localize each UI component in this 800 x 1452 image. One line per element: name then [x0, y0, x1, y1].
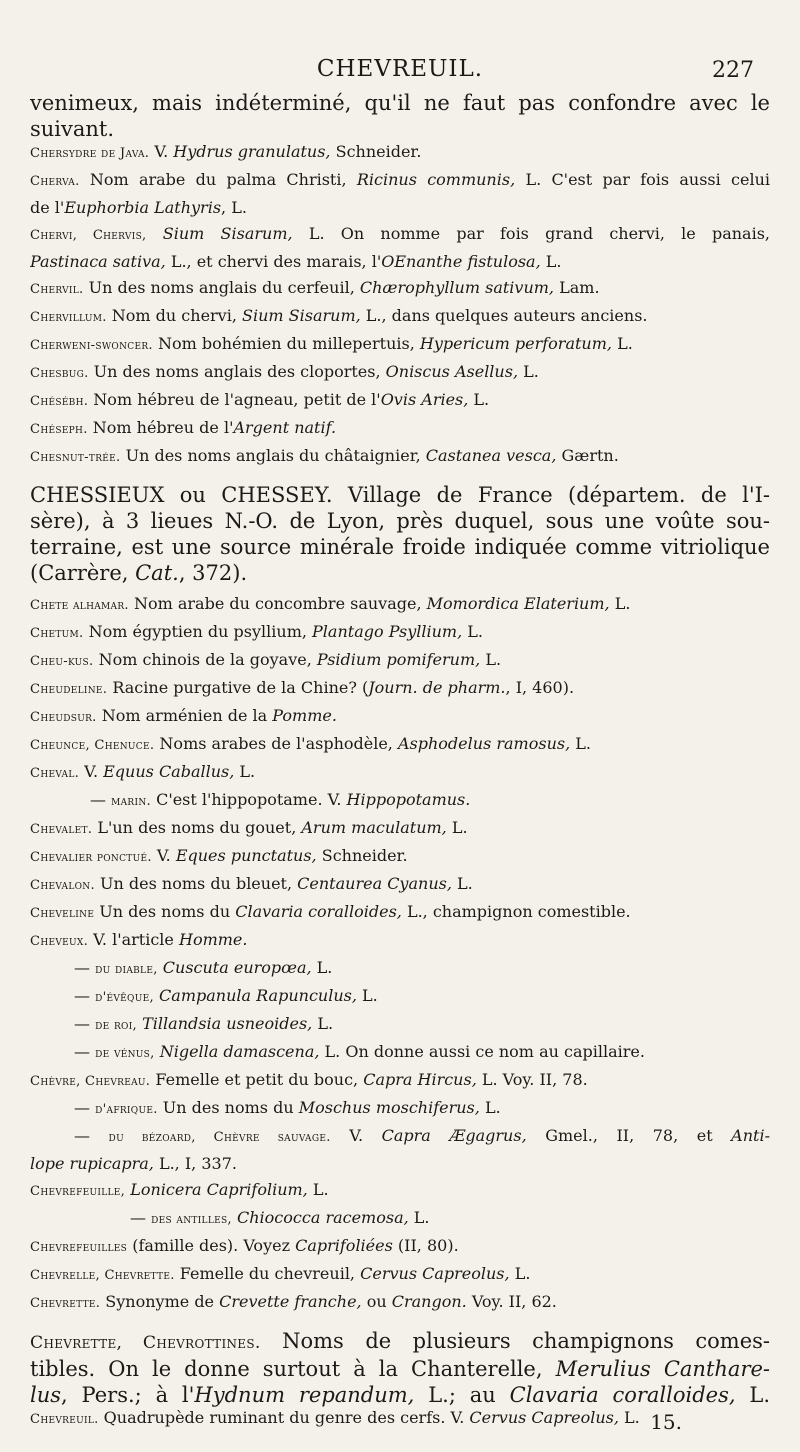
- taxon-name: Sium Sisarum,: [242, 306, 361, 325]
- taxon-name: Hydrus granulatus,: [173, 142, 331, 161]
- text-line: [30, 278, 770, 300]
- taxon-name: Campanula Rapunculus,: [159, 986, 357, 1005]
- taxon-name: Cervus Capreolus,: [360, 1264, 510, 1283]
- text-line: [30, 116, 770, 142]
- taxon-name: Capra Hircus,: [363, 1070, 477, 1089]
- text-run: Nom égyptien du psyllium,: [83, 622, 313, 641]
- entry-headword: Chevalier ponctué.: [30, 850, 152, 865]
- text-run: , 372).: [178, 561, 248, 585]
- entry-headword: Chete alhamar.: [30, 598, 129, 613]
- entry-headword: Chesbug.: [30, 366, 89, 381]
- text-line: [30, 198, 770, 218]
- taxon-name: Lonicera Caprifolium,: [130, 1180, 308, 1199]
- taxon-name: Plantago Psyllium,: [312, 622, 463, 641]
- taxon-name: Caprifoliées: [295, 1236, 393, 1255]
- text-run: L.: [462, 622, 483, 641]
- text-run: Un des noms anglais du châtaignier,: [120, 446, 426, 465]
- text-run: Un des noms du: [157, 1098, 299, 1117]
- entry-headword: Chevalon.: [30, 878, 95, 893]
- text-line: [30, 986, 770, 1008]
- taxon-name: Hippopotamus.: [346, 790, 471, 809]
- taxon-name: Psidium pomiferum,: [316, 650, 481, 669]
- text-run: L., champignon comestible.: [401, 902, 631, 921]
- taxon-name: Journ. de pharm.: [368, 678, 506, 697]
- text-run: —: [90, 790, 112, 809]
- text-run: (II, 80).: [392, 1236, 459, 1255]
- taxon-name: Ovis Aries,: [380, 390, 469, 409]
- text-line: [30, 594, 770, 616]
- entry-headword: Cheudeline.: [30, 682, 108, 697]
- text-run: Nom arménien de la: [96, 706, 273, 725]
- text-run: L.: [307, 1180, 329, 1199]
- text-line: [30, 650, 770, 672]
- text-line: [30, 622, 770, 644]
- text-run: Femelle et petit du bouc,: [150, 1070, 364, 1089]
- text-run: Femelle du chevreuil,: [174, 1264, 361, 1283]
- text-run: Nom arabe du palma Christi,: [79, 170, 357, 189]
- text-run: V.: [149, 142, 174, 161]
- taxon-name: Hydnum repandum,: [194, 1383, 415, 1407]
- entry-headword: du diable,: [95, 962, 158, 977]
- text-line: [30, 90, 770, 116]
- text-line: [30, 170, 770, 192]
- text-run: Quadrupède ruminant du genre des cerfs. V.: [98, 1408, 470, 1427]
- text-run: , Pers.; à l': [61, 1383, 195, 1407]
- text-run: Noms de plusieurs champignons comes-: [260, 1329, 770, 1353]
- taxon-name: Momordica Elaterium,: [426, 594, 610, 613]
- text-run: (famille des). Voyez: [127, 1236, 296, 1255]
- text-run: Schneider.: [330, 142, 422, 161]
- text-run: L.: [356, 986, 378, 1005]
- taxon-name: Crangon.: [391, 1292, 467, 1311]
- text-run: V.: [151, 846, 176, 865]
- text-run: Nom bohémien du millepertuis,: [152, 334, 420, 353]
- text-line: [30, 1292, 770, 1314]
- text-run: Noms arabes de l'asphodèle,: [154, 734, 398, 753]
- taxon-name: Arum maculatum,: [301, 818, 447, 837]
- text-run: L.: [570, 734, 591, 753]
- text-run: L.; au: [414, 1383, 510, 1407]
- text-run: L.: [509, 1264, 531, 1283]
- entry-headword: Chervillum.: [30, 310, 107, 325]
- entry-headword: Cherva.: [30, 174, 80, 189]
- page-header: [0, 52, 800, 88]
- taxon-name: Merulius Canthare-: [555, 1357, 770, 1381]
- text-line: [30, 846, 770, 868]
- entry-headword: Cheveux.: [30, 934, 89, 949]
- taxon-name: Centaurea Cyanus,: [297, 874, 452, 893]
- text-run: V. l'article: [88, 930, 179, 949]
- text-run: L.: [479, 1098, 501, 1117]
- text-run: —: [74, 1126, 109, 1145]
- text-run: L., et chervi des marais, l': [165, 252, 382, 271]
- taxon-name: Clavaria coralloides,: [235, 902, 402, 921]
- text-line: [30, 1264, 770, 1286]
- taxon-name: Oniscus Asellus,: [385, 362, 519, 381]
- entry-headword: de vénus,: [95, 1046, 155, 1061]
- text-run: sère), à 3 lieues N.-O. de Lyon, près duquel, sous une voûte sou-: [30, 509, 770, 533]
- entry-headword: Chevreuil.: [30, 1412, 99, 1427]
- taxon-name: Eques punctatus,: [175, 846, 317, 865]
- text-run: Voy. II, 62.: [466, 1292, 557, 1311]
- text-run: L.: [540, 252, 562, 271]
- text-line: [30, 252, 770, 272]
- text-run: —: [74, 986, 96, 1005]
- text-run: venimeux, mais indéterminé, qu'il ne faut pas confondre avec le: [30, 91, 770, 115]
- text-line: [30, 1098, 770, 1120]
- text-run: L. Voy. II, 78.: [476, 1070, 588, 1089]
- text-line: [30, 534, 770, 560]
- text-run: V.: [330, 1126, 382, 1145]
- entry-headword: Cheveline: [30, 906, 95, 921]
- entry-headword: Cheunce, Chenuce.: [30, 738, 155, 753]
- entry-headword: Chevrette.: [30, 1296, 101, 1311]
- taxon-name: Cat.: [135, 561, 179, 585]
- text-run: L., dans quelques auteurs anciens.: [360, 306, 648, 325]
- text-run: Un des noms anglais des cloportes,: [88, 362, 386, 381]
- text-run: L., I, 337.: [153, 1154, 237, 1173]
- text-run: L'un des noms du gouet,: [92, 818, 302, 837]
- text-run: ou: [361, 1292, 392, 1311]
- entry-headword: Chervil.: [30, 282, 84, 297]
- text-line: [30, 762, 770, 784]
- entry-headword: Chevrelle, Chevrette.: [30, 1268, 175, 1283]
- text-run: L.: [234, 762, 256, 781]
- text-run: Nom du chervi,: [106, 306, 243, 325]
- text-line: [30, 1070, 770, 1092]
- text-run: Gmel., II, 78, et: [526, 1126, 732, 1145]
- text-line: [30, 818, 770, 840]
- text-run: suivant.: [30, 117, 115, 141]
- taxon-name: Crevette franche,: [219, 1292, 362, 1311]
- text-run: L.: [518, 362, 539, 381]
- text-run: V.: [79, 762, 104, 781]
- entry-headword: Chevrefeuille,: [30, 1184, 126, 1199]
- taxon-name: Asphodelus ramosus,: [397, 734, 571, 753]
- text-run: Nom arabe du concombre sauvage,: [128, 594, 427, 613]
- text-run: CHESSIEUX ou CHESSEY. Village de France (départem. de l'I-: [30, 483, 770, 507]
- text-run: Nom hébreu de l': [87, 418, 234, 437]
- text-run: Gærtn.: [556, 446, 619, 465]
- text-run: tibles. On le donne surtout à la Chanterelle,: [30, 1357, 556, 1381]
- taxon-name: Argent natif.: [233, 418, 337, 437]
- text-run: L.: [611, 334, 633, 353]
- entry-headword: Cherweni-swoncer.: [30, 338, 153, 353]
- text-run: L. On nomme par fois grand chervi, le panais,: [292, 224, 770, 243]
- taxon-name: Cuscuta europœa,: [162, 958, 312, 977]
- text-line: [30, 1382, 770, 1408]
- entry-headword: Chéseph.: [30, 422, 88, 437]
- text-line: [30, 224, 770, 246]
- text-run: terraine, est une source minérale froide indiquée comme vitriolique: [30, 535, 770, 559]
- entry-headword: Chèvre, Chevreau.: [30, 1074, 151, 1089]
- text-line: [30, 930, 770, 952]
- text-line: [30, 362, 770, 384]
- taxon-name: Castanea vesca,: [425, 446, 557, 465]
- text-line: [30, 1014, 770, 1036]
- text-line: [30, 334, 770, 356]
- entry-headword: Chevalet.: [30, 822, 93, 837]
- text-run: —: [74, 1098, 96, 1117]
- taxon-name: Pastinaca sativa,: [30, 252, 166, 271]
- text-run: L.: [618, 1408, 640, 1427]
- entry-headword: Cheu-kus.: [30, 654, 94, 669]
- text-run: Nom hébreu de l'agneau, petit de l': [88, 390, 381, 409]
- taxon-name: Euphorbia Lathyris: [64, 198, 222, 217]
- text-run: —: [74, 1042, 96, 1061]
- taxon-name: Nigella damascena,: [159, 1042, 320, 1061]
- text-run: L.: [480, 650, 502, 669]
- text-line: [30, 734, 770, 756]
- entry-headword: Chevrette, Chevrottines.: [30, 1333, 261, 1353]
- text-run: Un des noms anglais du cerfeuil,: [83, 278, 360, 297]
- text-line: [30, 1236, 770, 1258]
- text-line: [30, 142, 770, 164]
- text-line: [30, 1154, 770, 1174]
- text-line: [30, 1126, 770, 1148]
- text-line: [30, 874, 770, 896]
- text-run: L.: [408, 1208, 430, 1227]
- text-run: Un des noms du bleuet,: [94, 874, 298, 893]
- entry-headword: du bézoard, Chèvre sauvage.: [108, 1130, 331, 1145]
- entry-headword: Chevrefeuilles: [30, 1240, 128, 1255]
- text-line: [30, 560, 770, 586]
- entry-headword: marin.: [111, 794, 151, 809]
- text-line: [30, 1328, 770, 1356]
- entry-headword: Chersydre de Java.: [30, 146, 150, 161]
- running-title: CHEVREUIL.: [316, 56, 484, 82]
- text-run: L. On donne aussi ce nom au capillaire.: [319, 1042, 645, 1061]
- taxon-name: Hypericum perforatum,: [419, 334, 612, 353]
- text-run: L.: [451, 874, 473, 893]
- text-run: L.: [312, 1014, 334, 1033]
- taxon-name: OEnanthe fistulosa,: [381, 252, 541, 271]
- text-run: L.: [735, 1383, 770, 1407]
- text-run: —: [74, 1014, 96, 1033]
- taxon-name: Chiococca racemosa,: [237, 1208, 409, 1227]
- entry-headword: Chésébh.: [30, 394, 89, 409]
- text-line: [30, 482, 770, 508]
- taxon-name: Homme.: [178, 930, 248, 949]
- taxon-name: Clavaria coralloides,: [509, 1383, 736, 1407]
- entry-headword: Cheudsur.: [30, 710, 97, 725]
- taxon-name: Capra Ægagrus,: [381, 1126, 527, 1145]
- text-run: L.: [311, 958, 333, 977]
- text-run: , L.: [221, 198, 247, 217]
- text-run: —: [74, 958, 96, 977]
- text-run: L.: [609, 594, 631, 613]
- text-run: Synonyme de: [100, 1292, 220, 1311]
- text-line: [30, 390, 770, 412]
- entry-headword: des antilles,: [151, 1212, 232, 1227]
- text-line: [30, 1180, 770, 1202]
- taxon-name: Cervus Capreolus,: [469, 1408, 619, 1427]
- entry-headword: d'afrique.: [95, 1102, 158, 1117]
- text-run: Nom chinois de la goyave,: [93, 650, 317, 669]
- text-line: [30, 1356, 770, 1382]
- entry-headword: Cheval.: [30, 766, 80, 781]
- taxon-name: Ricinus communis,: [356, 170, 516, 189]
- text-run: de l': [30, 198, 65, 217]
- text-line: [30, 1042, 770, 1064]
- text-run: Schneider.: [316, 846, 408, 865]
- text-run: C'est l'hippopotame. V.: [150, 790, 347, 809]
- taxon-name: lus: [30, 1383, 62, 1407]
- text-run: L.: [468, 390, 490, 409]
- text-run: [147, 224, 163, 243]
- taxon-name: Tillandsia usneoides,: [142, 1014, 313, 1033]
- signature-mark: 15.: [650, 1410, 682, 1434]
- text-line: [30, 790, 770, 812]
- taxon-name: Pomme.: [272, 706, 337, 725]
- text-line: [30, 508, 770, 534]
- text-line: [30, 678, 770, 700]
- text-run: Lam.: [554, 278, 600, 297]
- text-line: [30, 306, 770, 328]
- entry-headword: Chesnut-trée.: [30, 450, 121, 465]
- text-line: [30, 706, 770, 728]
- text-run: Un des noms du: [94, 902, 236, 921]
- text-run: Racine purgative de la Chine? (: [107, 678, 369, 697]
- entry-headword: de roi,: [95, 1018, 138, 1033]
- taxon-name: Moschus moschiferus,: [298, 1098, 480, 1117]
- taxon-name: Sium Sisarum,: [162, 224, 293, 243]
- entry-headword: Chetum.: [30, 626, 84, 641]
- dictionary-body: [30, 90, 770, 1436]
- taxon-name: Anti-: [731, 1126, 770, 1145]
- taxon-name: lope rupicapra,: [30, 1154, 154, 1173]
- text-run: —: [130, 1208, 152, 1227]
- text-run: (Carrère,: [30, 561, 136, 585]
- text-line: [30, 958, 770, 980]
- text-line: [30, 418, 770, 440]
- taxon-name: Equus Caballus,: [103, 762, 235, 781]
- page-number: 227: [712, 58, 754, 83]
- text-run: , I, 460).: [505, 678, 575, 697]
- entry-headword: d'évêque,: [95, 990, 154, 1005]
- text-run: L. C'est par fois aussi celui: [515, 170, 770, 189]
- text-line: [30, 446, 770, 468]
- text-run: L.: [446, 818, 468, 837]
- entry-headword: Chervi, Chervis,: [30, 228, 147, 243]
- taxon-name: Chærophyllum sativum,: [359, 278, 555, 297]
- text-line: [30, 902, 770, 924]
- text-line: [30, 1208, 770, 1230]
